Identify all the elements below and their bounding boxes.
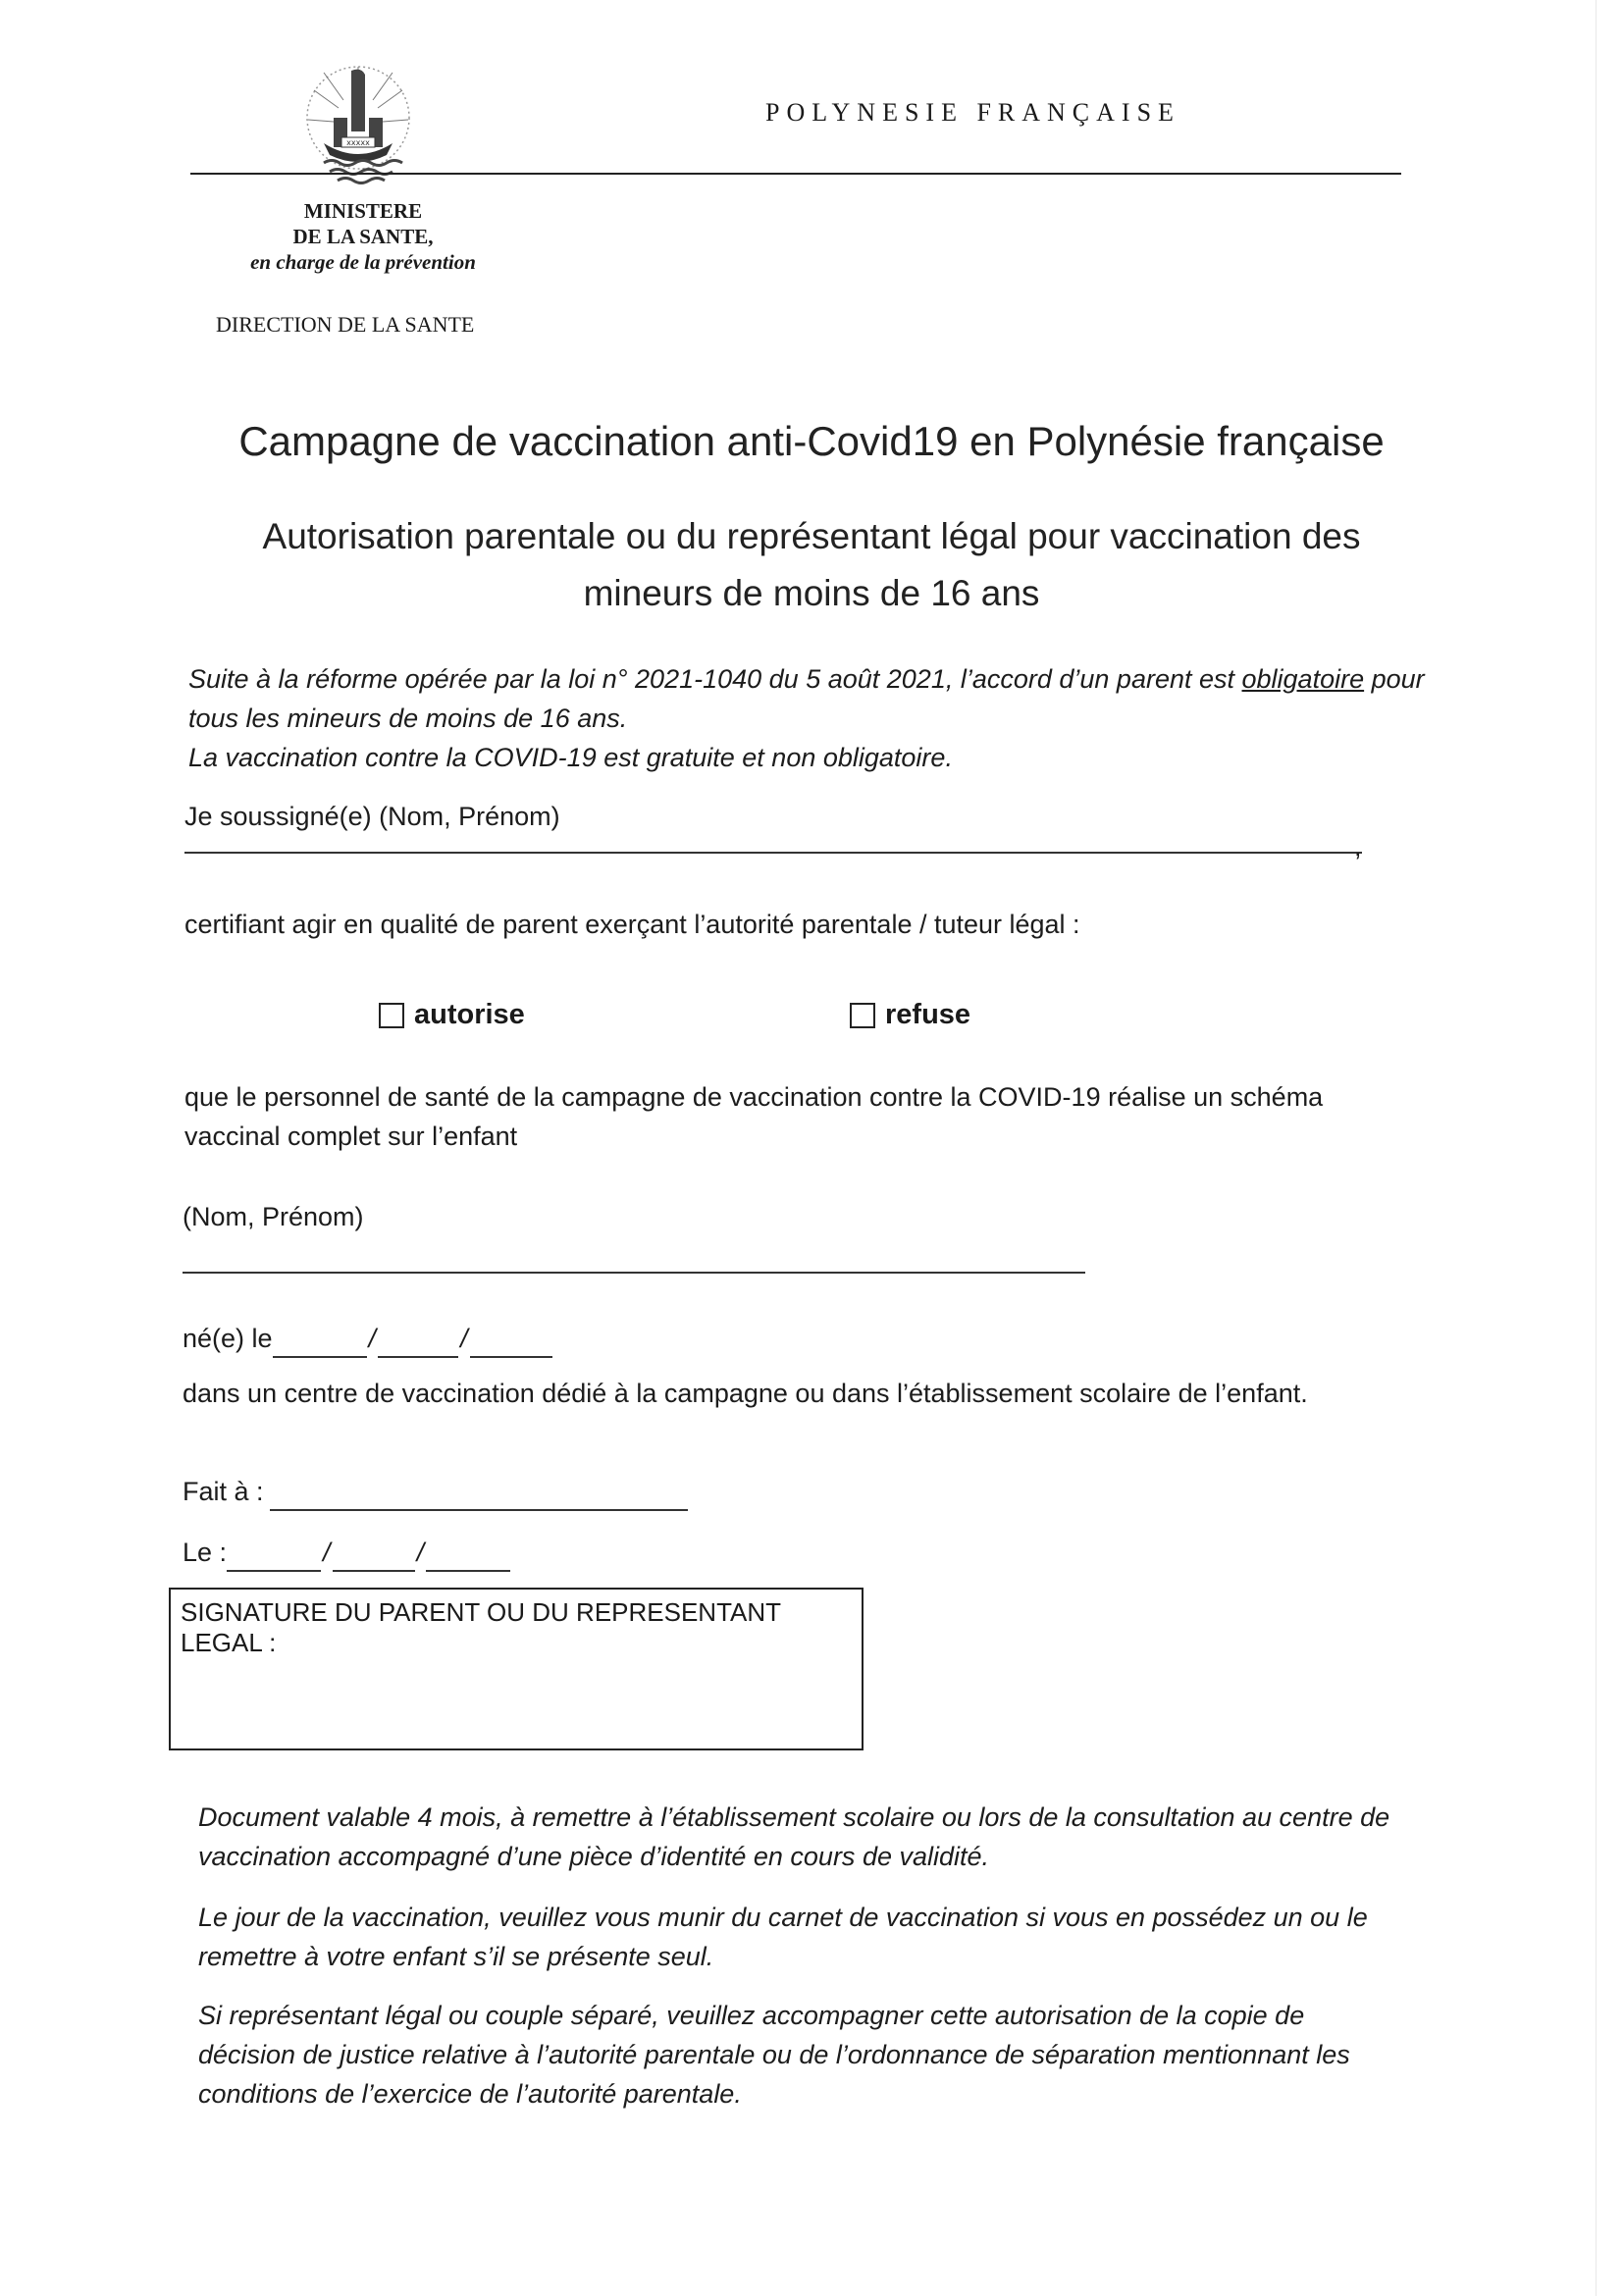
- authorise-option[interactable]: [379, 999, 525, 1031]
- child-name-field[interactable]: [183, 1272, 1085, 1274]
- footer-paragraph-1: Document valable 4 mois, à remettre à l’établissement scolaire ou lors de la consultation au centre de vaccination accompagné d’une pièce d’identité en cours de validité.: [198, 1802, 1390, 1871]
- footer-paragraph-2: Le jour de la vaccination, veuillez vous munir du carnet de vaccination si vous en possédez un ou le remettre à votre enfant s’il se présente seul.: [198, 1903, 1368, 1971]
- country-header: POLYNESIE FRANÇAISE: [765, 98, 1180, 127]
- footer-paragraph-3: Si représentant légal ou couple séparé, veuillez accompagner cette autorisation de la copie de décision de justice relative à l’autorité parentale ou de l’ordonnance de séparation mentionnant les conditions de l’exercice de l’autorité parentale.: [198, 2001, 1350, 2109]
- le-label: Le :: [183, 1538, 228, 1567]
- page-subtitle: Autorisation parentale ou du représentant légal pour vaccination des mineurs de moins de 16 ans: [262, 516, 1361, 613]
- ministry-block: [206, 198, 520, 275]
- notice-obligatoire: obligatoire: [1241, 664, 1365, 694]
- undersigned-label: Je soussigné(e) (Nom, Prénom): [184, 802, 560, 831]
- date-month-field[interactable]: [333, 1540, 415, 1572]
- child-name-label: (Nom, Prénom): [183, 1202, 364, 1231]
- birth-year-field[interactable]: [470, 1327, 552, 1358]
- parent-name-field[interactable]: [184, 852, 1362, 854]
- refuse-label: refuse: [885, 999, 971, 1030]
- ministry-line-3: en charge de la prévention: [250, 250, 476, 274]
- ministry-line-2: DE LA SANTE,: [292, 225, 434, 248]
- scan-edge-line: [1596, 0, 1597, 2296]
- signature-label: SIGNATURE DU PARENT OU DU REPRESENTANT LEGAL :: [181, 1597, 781, 1657]
- authorise-checkbox[interactable]: [379, 1003, 404, 1028]
- birth-date-row: [183, 1319, 552, 1358]
- date-separator: /: [323, 1538, 331, 1567]
- notice-text-2: pour tous les mineurs de moins de 16 ans.: [188, 664, 1425, 733]
- svg-text:xxxxx: xxxxx: [346, 138, 370, 147]
- page-title: Campagne de vaccination anti-Covid19 en Polynésie française: [238, 418, 1385, 464]
- notice-text-3: La vaccination contre la COVID-19 est gratuite et non obligatoire.: [188, 743, 953, 772]
- date-separator: /: [460, 1324, 468, 1353]
- direction-label: DIRECTION DE LA SANTE: [216, 312, 475, 337]
- ministry-line-1: MINISTERE: [303, 199, 423, 223]
- notice-text-1: Suite à la réforme opérée par la loi n° 2021-1040 du 5 août 2021, l’accord d’un parent est: [188, 664, 1242, 694]
- refuse-checkbox[interactable]: [850, 1003, 875, 1028]
- born-label: né(e) le: [183, 1324, 273, 1353]
- header-rule-left: [190, 173, 436, 175]
- date-separator: /: [416, 1538, 425, 1567]
- place-field[interactable]: [270, 1480, 688, 1511]
- birth-month-field[interactable]: [378, 1327, 458, 1358]
- header-rule-right: [420, 173, 1401, 175]
- birth-day-field[interactable]: [273, 1327, 367, 1358]
- authorise-label: autorise: [414, 999, 525, 1030]
- certify-text: certifiant agir en qualité de parent exerçant l’autorité parentale / tuteur légal :: [184, 910, 1080, 939]
- legal-notice: [188, 659, 1425, 777]
- date-day-field[interactable]: [227, 1540, 321, 1572]
- coat-of-arms-logo-icon: [294, 61, 422, 188]
- schema-text: que le personnel de santé de la campagne de vaccination contre la COVID-19 réalise un schéma vaccinal complet sur l’enfant: [184, 1082, 1324, 1151]
- date-row: [183, 1533, 510, 1572]
- comma-mark: ,: [1354, 832, 1362, 861]
- refuse-option[interactable]: [850, 999, 970, 1031]
- place-row: [183, 1472, 688, 1511]
- fait-label: Fait à :: [183, 1477, 264, 1506]
- signature-box[interactable]: [169, 1588, 864, 1750]
- date-year-field[interactable]: [426, 1540, 510, 1572]
- centre-text: dans un centre de vaccination dédié à la campagne ou dans l’établissement scolaire de l’enfant.: [183, 1379, 1308, 1408]
- date-separator: /: [368, 1324, 377, 1353]
